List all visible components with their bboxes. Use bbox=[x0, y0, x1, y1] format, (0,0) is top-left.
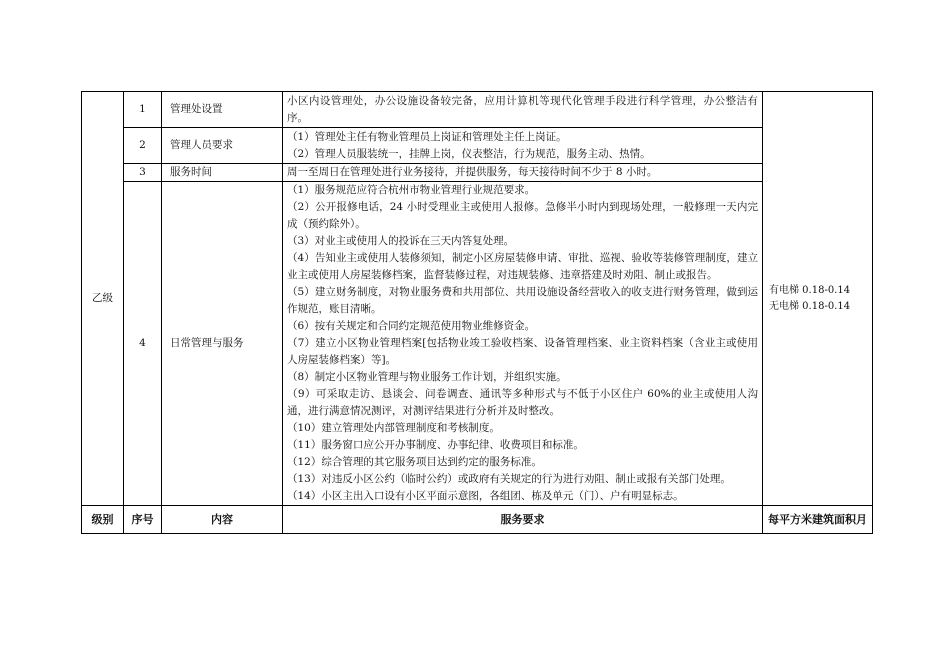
header-fee: 每平方米建筑面积月 bbox=[763, 506, 873, 534]
requirement-line: （3）对业主或使用人的投诉在三天内答复处理。 bbox=[287, 235, 515, 247]
table-header-row bbox=[82, 506, 873, 534]
requirement-line: （6）按有关规定和合同约定规范使用物业维修资金。 bbox=[287, 320, 536, 332]
row-content: 管理人员要求 bbox=[162, 128, 283, 164]
table-row bbox=[82, 182, 873, 506]
row-number: 1 bbox=[124, 92, 162, 128]
requirement-line: （4）告知业主或使用人装修须知，制定小区房屋装修申请、审批、巡视、验收等装修管理制度，建立业主或使用人房屋装修档案，监督装修过程，对违规装修、违章搭建及时劝阻、制止或报告。 bbox=[287, 252, 758, 281]
row-number: 3 bbox=[124, 164, 162, 182]
requirement-line: （2）管理人员服装统一，挂牌上岗，仪表整洁，行为规范，服务主动、热情。 bbox=[287, 147, 651, 160]
row-number: 4 bbox=[124, 182, 162, 506]
table-row bbox=[82, 164, 873, 182]
requirement-line: （1）服务规范应符合杭州市物业管理行业规范要求。 bbox=[287, 184, 536, 196]
row-requirement bbox=[283, 128, 763, 164]
fee-cell bbox=[763, 92, 873, 506]
requirement-line: （7）建立小区物业管理档案[包括物业竣工验收档案、设备管理档案、业主资料档案（含业主或使用人房屋装修档案）等]。 bbox=[287, 337, 758, 366]
row-content: 日常管理与服务 bbox=[162, 182, 283, 506]
row-content: 服务时间 bbox=[162, 164, 283, 182]
header-number: 序号 bbox=[124, 506, 162, 534]
header-content: 内容 bbox=[162, 506, 283, 534]
requirement-line: （2）公开报修电话，24 小时受理业主或使用人报修。急修半小时内到现场处理，一般修理一天内完成（预约除外）。 bbox=[287, 201, 758, 230]
level-cell: 乙级 bbox=[82, 92, 124, 506]
row-content: 管理处设置 bbox=[162, 92, 283, 128]
row-number: 2 bbox=[124, 128, 162, 164]
requirement-line: （9）可采取走访、恳谈会、问卷调查、通讯等多种形式与不低于小区住户 60%的业主或使用人沟通，进行满意情况测评，对测评结果进行分析并及时整改。 bbox=[287, 388, 758, 417]
service-standard-table bbox=[81, 91, 873, 534]
requirement-line: 周一至周日在管理处进行业务接待，并提供服务，每天接待时间不少于 8 小时。 bbox=[287, 166, 658, 178]
requirement-line: （1）管理处主任有物业管理员上岗证和管理处主任上岗证。 bbox=[287, 130, 567, 143]
header-level: 级别 bbox=[82, 506, 124, 534]
row-requirement bbox=[283, 182, 763, 506]
requirement-line: （13）对违反小区公约（临时公约）或政府有关规定的行为进行劝阻、制止或报有关部门处理。 bbox=[287, 473, 731, 485]
fee-line: 无电梯 0.18-0.14 bbox=[769, 300, 851, 312]
requirement-line: （14）小区主出入口设有小区平面示意图，各组团、栋及单元（门）、户有明显标志。 bbox=[287, 490, 684, 502]
requirement-line: （11）服务窗口应公开办事制度、办事纪律、收费项目和标准。 bbox=[287, 439, 584, 451]
requirement-line: 小区内设管理处，办公设施设备较完备，应用计算机等现代化管理手段进行科学管理，办公整洁有序。 bbox=[287, 94, 758, 124]
row-requirement bbox=[283, 92, 763, 128]
header-requirement: 服务要求 bbox=[283, 506, 763, 534]
table-row bbox=[82, 128, 873, 164]
requirement-line: （8）制定小区物业管理与物业服务工作计划，并组织实施。 bbox=[287, 371, 567, 383]
table-row bbox=[82, 92, 873, 128]
row-requirement bbox=[283, 164, 763, 182]
requirement-line: （12）综合管理的其它服务项目达到约定的服务标准。 bbox=[287, 456, 542, 468]
requirement-line: （10）建立管理处内部管理制度和考核制度。 bbox=[287, 422, 500, 434]
requirement-line: （5）建立财务制度，对物业服务费和共用部位、共用设施设备经营收入的收支进行财务管理，做到运作规范，账目清晰。 bbox=[287, 286, 758, 315]
fee-line: 有电梯 0.18-0.14 bbox=[769, 284, 851, 296]
